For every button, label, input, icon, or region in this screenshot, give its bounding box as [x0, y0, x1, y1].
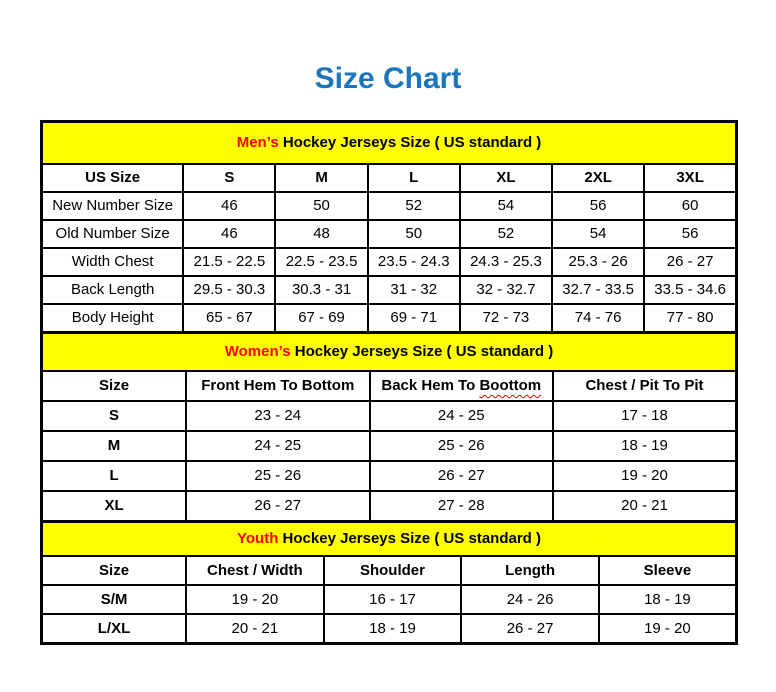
table-row	[42, 585, 737, 614]
size-value: 60	[644, 192, 736, 220]
row-label: L/XL	[42, 614, 187, 644]
band-title-text: Hockey Jerseys Size ( US standard )	[278, 134, 542, 151]
row-label: Width Chest	[42, 248, 184, 276]
size-value: 25 - 26	[370, 431, 553, 461]
row-label: S/M	[42, 585, 187, 614]
column-header: Length	[461, 556, 599, 585]
size-value: 24 - 25	[370, 401, 553, 431]
column-header: Size	[42, 556, 187, 585]
size-value: 77 - 80	[644, 304, 736, 333]
size-value: 54	[552, 220, 644, 248]
column-header	[370, 371, 553, 401]
column-header: L	[368, 164, 460, 192]
band-title-text: Hockey Jerseys Size ( US standard )	[290, 343, 554, 360]
size-value: 26 - 27	[186, 491, 369, 522]
table-row	[42, 401, 737, 431]
size-value: 69 - 71	[368, 304, 460, 333]
table-row	[42, 614, 737, 644]
mens-band	[42, 121, 737, 164]
size-value: 30.3 - 31	[275, 276, 367, 304]
table-row	[42, 248, 737, 276]
table-row	[42, 220, 737, 248]
size-value: 25 - 26	[186, 461, 369, 491]
size-value: 52	[368, 192, 460, 220]
misspelled-word: Boottom	[479, 377, 542, 394]
size-value: 24.3 - 25.3	[460, 248, 552, 276]
row-label: L	[42, 461, 187, 491]
size-value: 18 - 19	[324, 614, 462, 644]
womens-size-table	[40, 331, 738, 523]
size-value: 54	[460, 192, 552, 220]
row-label: XL	[42, 491, 187, 522]
size-value: 26 - 27	[644, 248, 736, 276]
size-value: 21.5 - 22.5	[183, 248, 275, 276]
size-value: 65 - 67	[183, 304, 275, 333]
size-value: 23 - 24	[186, 401, 369, 431]
size-value: 67 - 69	[275, 304, 367, 333]
size-value: 17 - 18	[553, 401, 737, 431]
table-row	[42, 461, 737, 491]
size-chart	[40, 120, 738, 645]
size-value: 48	[275, 220, 367, 248]
size-value: 19 - 20	[186, 585, 324, 614]
size-value: 27 - 28	[370, 491, 553, 522]
row-label: S	[42, 401, 187, 431]
youth-size-table	[40, 520, 738, 645]
size-value: 18 - 19	[553, 431, 737, 461]
table-row	[42, 192, 737, 220]
size-value: 52	[460, 220, 552, 248]
column-header: S	[183, 164, 275, 192]
column-header: Chest / Width	[186, 556, 324, 585]
column-header: M	[275, 164, 367, 192]
size-value: 46	[183, 192, 275, 220]
size-value: 72 - 73	[460, 304, 552, 333]
column-header: Shoulder	[324, 556, 462, 585]
youth-band	[42, 521, 737, 556]
band-highlight: Women’s	[224, 343, 291, 360]
row-label: M	[42, 431, 187, 461]
band-highlight: Youth	[237, 530, 279, 547]
size-value: 56	[552, 192, 644, 220]
column-header: Front Hem To Bottom	[186, 371, 369, 401]
size-value: 20 - 21	[553, 491, 737, 522]
size-value: 50	[368, 220, 460, 248]
size-value: 29.5 - 30.3	[183, 276, 275, 304]
table-row	[42, 304, 737, 333]
row-label: New Number Size	[42, 192, 184, 220]
size-value: 32 - 32.7	[460, 276, 552, 304]
column-header: 3XL	[644, 164, 736, 192]
row-label: Back Length	[42, 276, 184, 304]
size-value: 18 - 19	[599, 585, 737, 614]
header-text: Back Hem To	[381, 377, 480, 394]
size-value: 50	[275, 192, 367, 220]
column-header: Size	[42, 371, 187, 401]
column-header: US Size	[42, 164, 184, 192]
size-value: 24 - 26	[461, 585, 599, 614]
column-header: 2XL	[552, 164, 644, 192]
size-value: 19 - 20	[553, 461, 737, 491]
size-value: 46	[183, 220, 275, 248]
size-value: 31 - 32	[368, 276, 460, 304]
size-value: 20 - 21	[186, 614, 324, 644]
page-title: Size Chart	[314, 62, 462, 95]
mens-size-table	[40, 120, 738, 334]
size-value: 23.5 - 24.3	[368, 248, 460, 276]
row-label: Body Height	[42, 304, 184, 333]
size-value: 16 - 17	[324, 585, 462, 614]
size-value: 26 - 27	[461, 614, 599, 644]
band-title-text: Hockey Jerseys Size ( US standard )	[278, 530, 541, 547]
womens-band	[42, 332, 737, 371]
band-highlight: Men’s	[236, 134, 279, 151]
column-header: Chest / Pit To Pit	[553, 371, 737, 401]
size-value: 19 - 20	[599, 614, 737, 644]
size-value: 32.7 - 33.5	[552, 276, 644, 304]
table-row	[42, 431, 737, 461]
table-row	[42, 276, 737, 304]
table-row	[42, 491, 737, 522]
column-header: XL	[460, 164, 552, 192]
size-value: 33.5 - 34.6	[644, 276, 736, 304]
size-value: 24 - 25	[186, 431, 369, 461]
size-value: 22.5 - 23.5	[275, 248, 367, 276]
size-value: 26 - 27	[370, 461, 553, 491]
size-value: 25.3 - 26	[552, 248, 644, 276]
size-value: 74 - 76	[552, 304, 644, 333]
row-label: Old Number Size	[42, 220, 184, 248]
column-header: Sleeve	[599, 556, 737, 585]
size-value: 56	[644, 220, 736, 248]
